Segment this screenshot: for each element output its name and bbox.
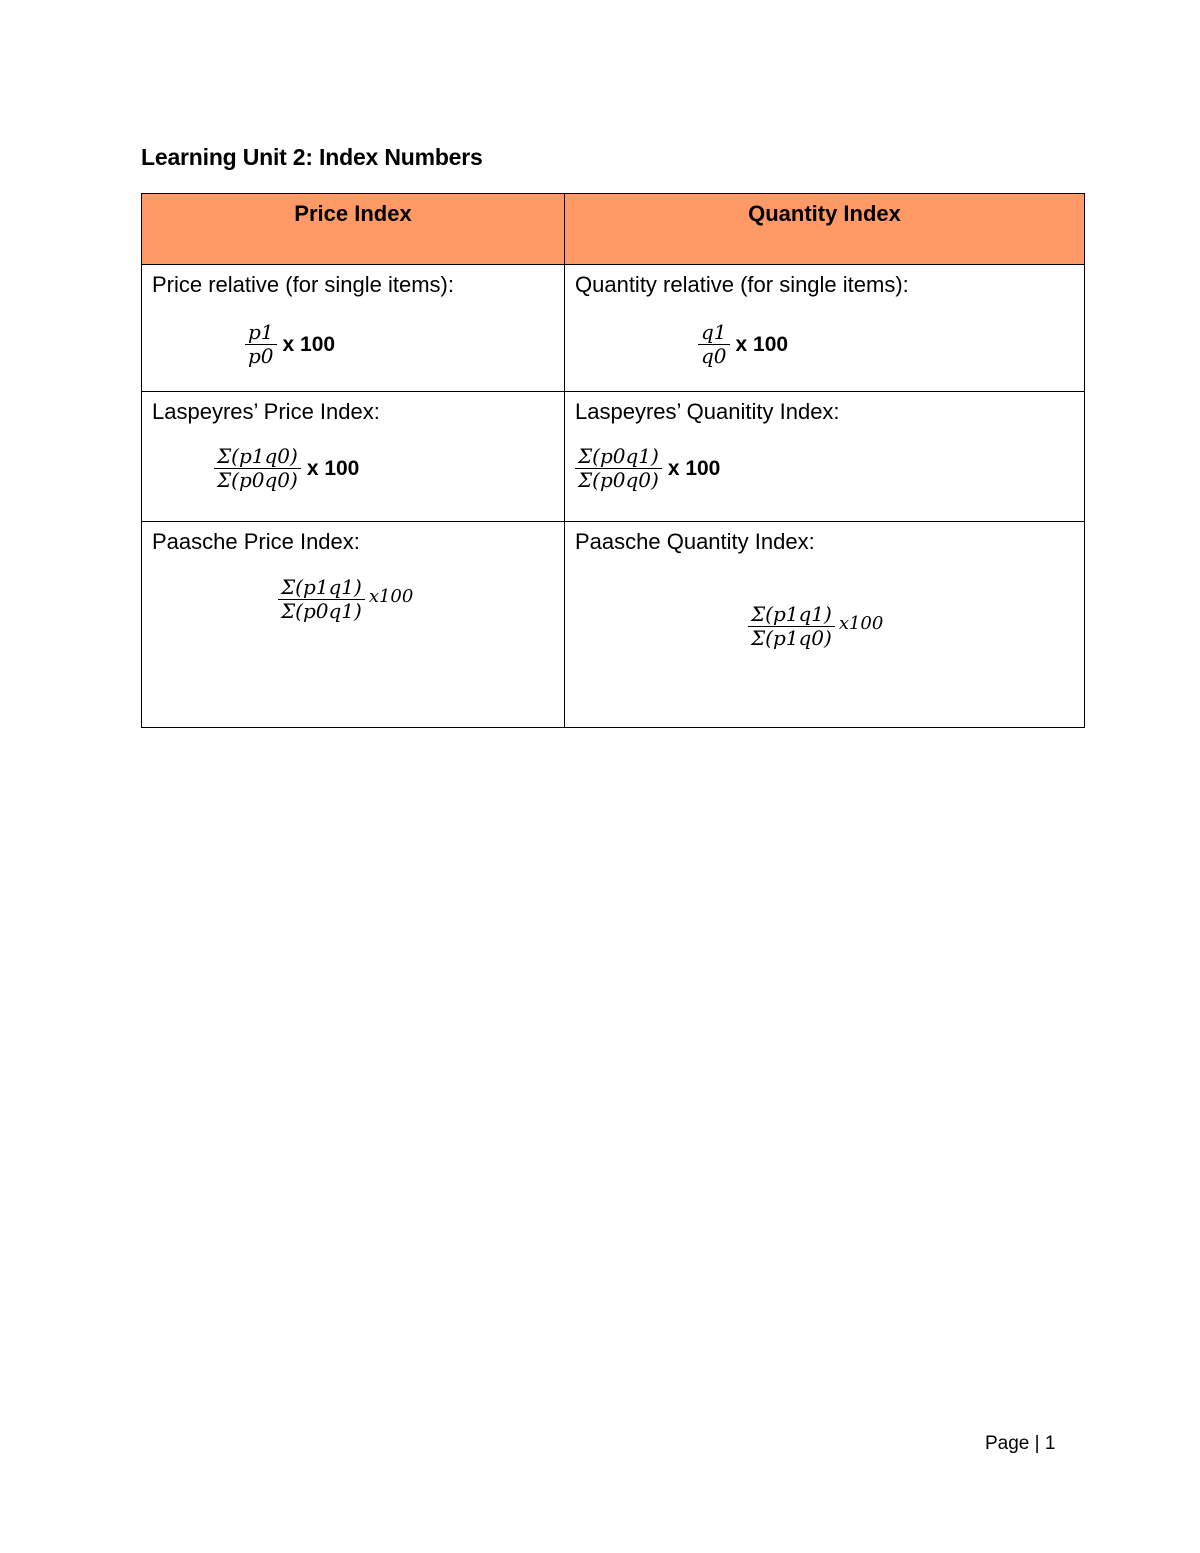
- fraction-denominator: Σ(p1q0): [751, 626, 832, 650]
- fraction-denominator: q0: [701, 344, 727, 368]
- laspeyres-quantity-formula: [575, 446, 720, 491]
- multiplier: x100: [368, 586, 414, 607]
- table-row: [142, 265, 1085, 392]
- laspeyres-price-label: Laspeyres’ Price Index:: [152, 399, 380, 424]
- price-relative-label: Price relative (for single items):: [152, 272, 454, 297]
- laspeyres-quantity-label: Laspeyres’ Quanitity Index:: [575, 399, 840, 424]
- multiplier: x 100: [306, 456, 360, 480]
- cell-paasche-price: [142, 522, 565, 728]
- fraction: [214, 446, 301, 491]
- table-header-row: [142, 194, 1085, 265]
- table-row: [142, 392, 1085, 522]
- header-price-index: Price Index: [142, 194, 565, 265]
- fraction-numerator: Σ(p1q1): [278, 577, 365, 600]
- price-relative-formula: [245, 322, 335, 367]
- fraction-numerator: p1: [245, 322, 277, 345]
- fraction-denominator: Σ(p0q1): [281, 599, 362, 623]
- fraction-denominator: p0: [248, 344, 274, 368]
- fraction: [278, 577, 365, 622]
- fraction-numerator: Σ(p1q1): [748, 604, 835, 627]
- fraction: [748, 604, 835, 649]
- fraction-numerator: Σ(p0q1): [575, 446, 662, 469]
- fraction-denominator: Σ(p0q0): [578, 468, 659, 492]
- fraction-numerator: q1: [698, 322, 730, 345]
- table-row: [142, 522, 1085, 728]
- header-quantity-index: Quantity Index: [565, 194, 1085, 265]
- multiplier: x 100: [667, 456, 721, 480]
- cell-price-relative: [142, 265, 565, 392]
- paasche-price-label: Paasche Price Index:: [152, 529, 360, 554]
- fraction: [245, 322, 277, 367]
- multiplier: x 100: [735, 332, 789, 356]
- fraction: [698, 322, 730, 367]
- document-title: Learning Unit 2: Index Numbers: [141, 144, 483, 170]
- laspeyres-price-formula: [214, 446, 359, 491]
- quantity-relative-label: Quantity relative (for single items):: [575, 272, 909, 297]
- paasche-price-formula: [278, 577, 413, 622]
- fraction-denominator: Σ(p0q0): [217, 468, 298, 492]
- cell-laspeyres-price: [142, 392, 565, 522]
- multiplier: x100: [838, 613, 884, 634]
- page-number: Page | 1: [985, 1433, 1056, 1454]
- fraction: [575, 446, 662, 491]
- fraction-numerator: Σ(p1q0): [214, 446, 301, 469]
- cell-paasche-quantity: [565, 522, 1085, 728]
- cell-laspeyres-quantity: [565, 392, 1085, 522]
- multiplier: x 100: [282, 332, 336, 356]
- paasche-quantity-formula: [748, 604, 883, 649]
- index-numbers-table: [141, 193, 1085, 728]
- cell-quantity-relative: [565, 265, 1085, 392]
- quantity-relative-formula: [698, 322, 788, 367]
- paasche-quantity-label: Paasche Quantity Index:: [575, 529, 815, 554]
